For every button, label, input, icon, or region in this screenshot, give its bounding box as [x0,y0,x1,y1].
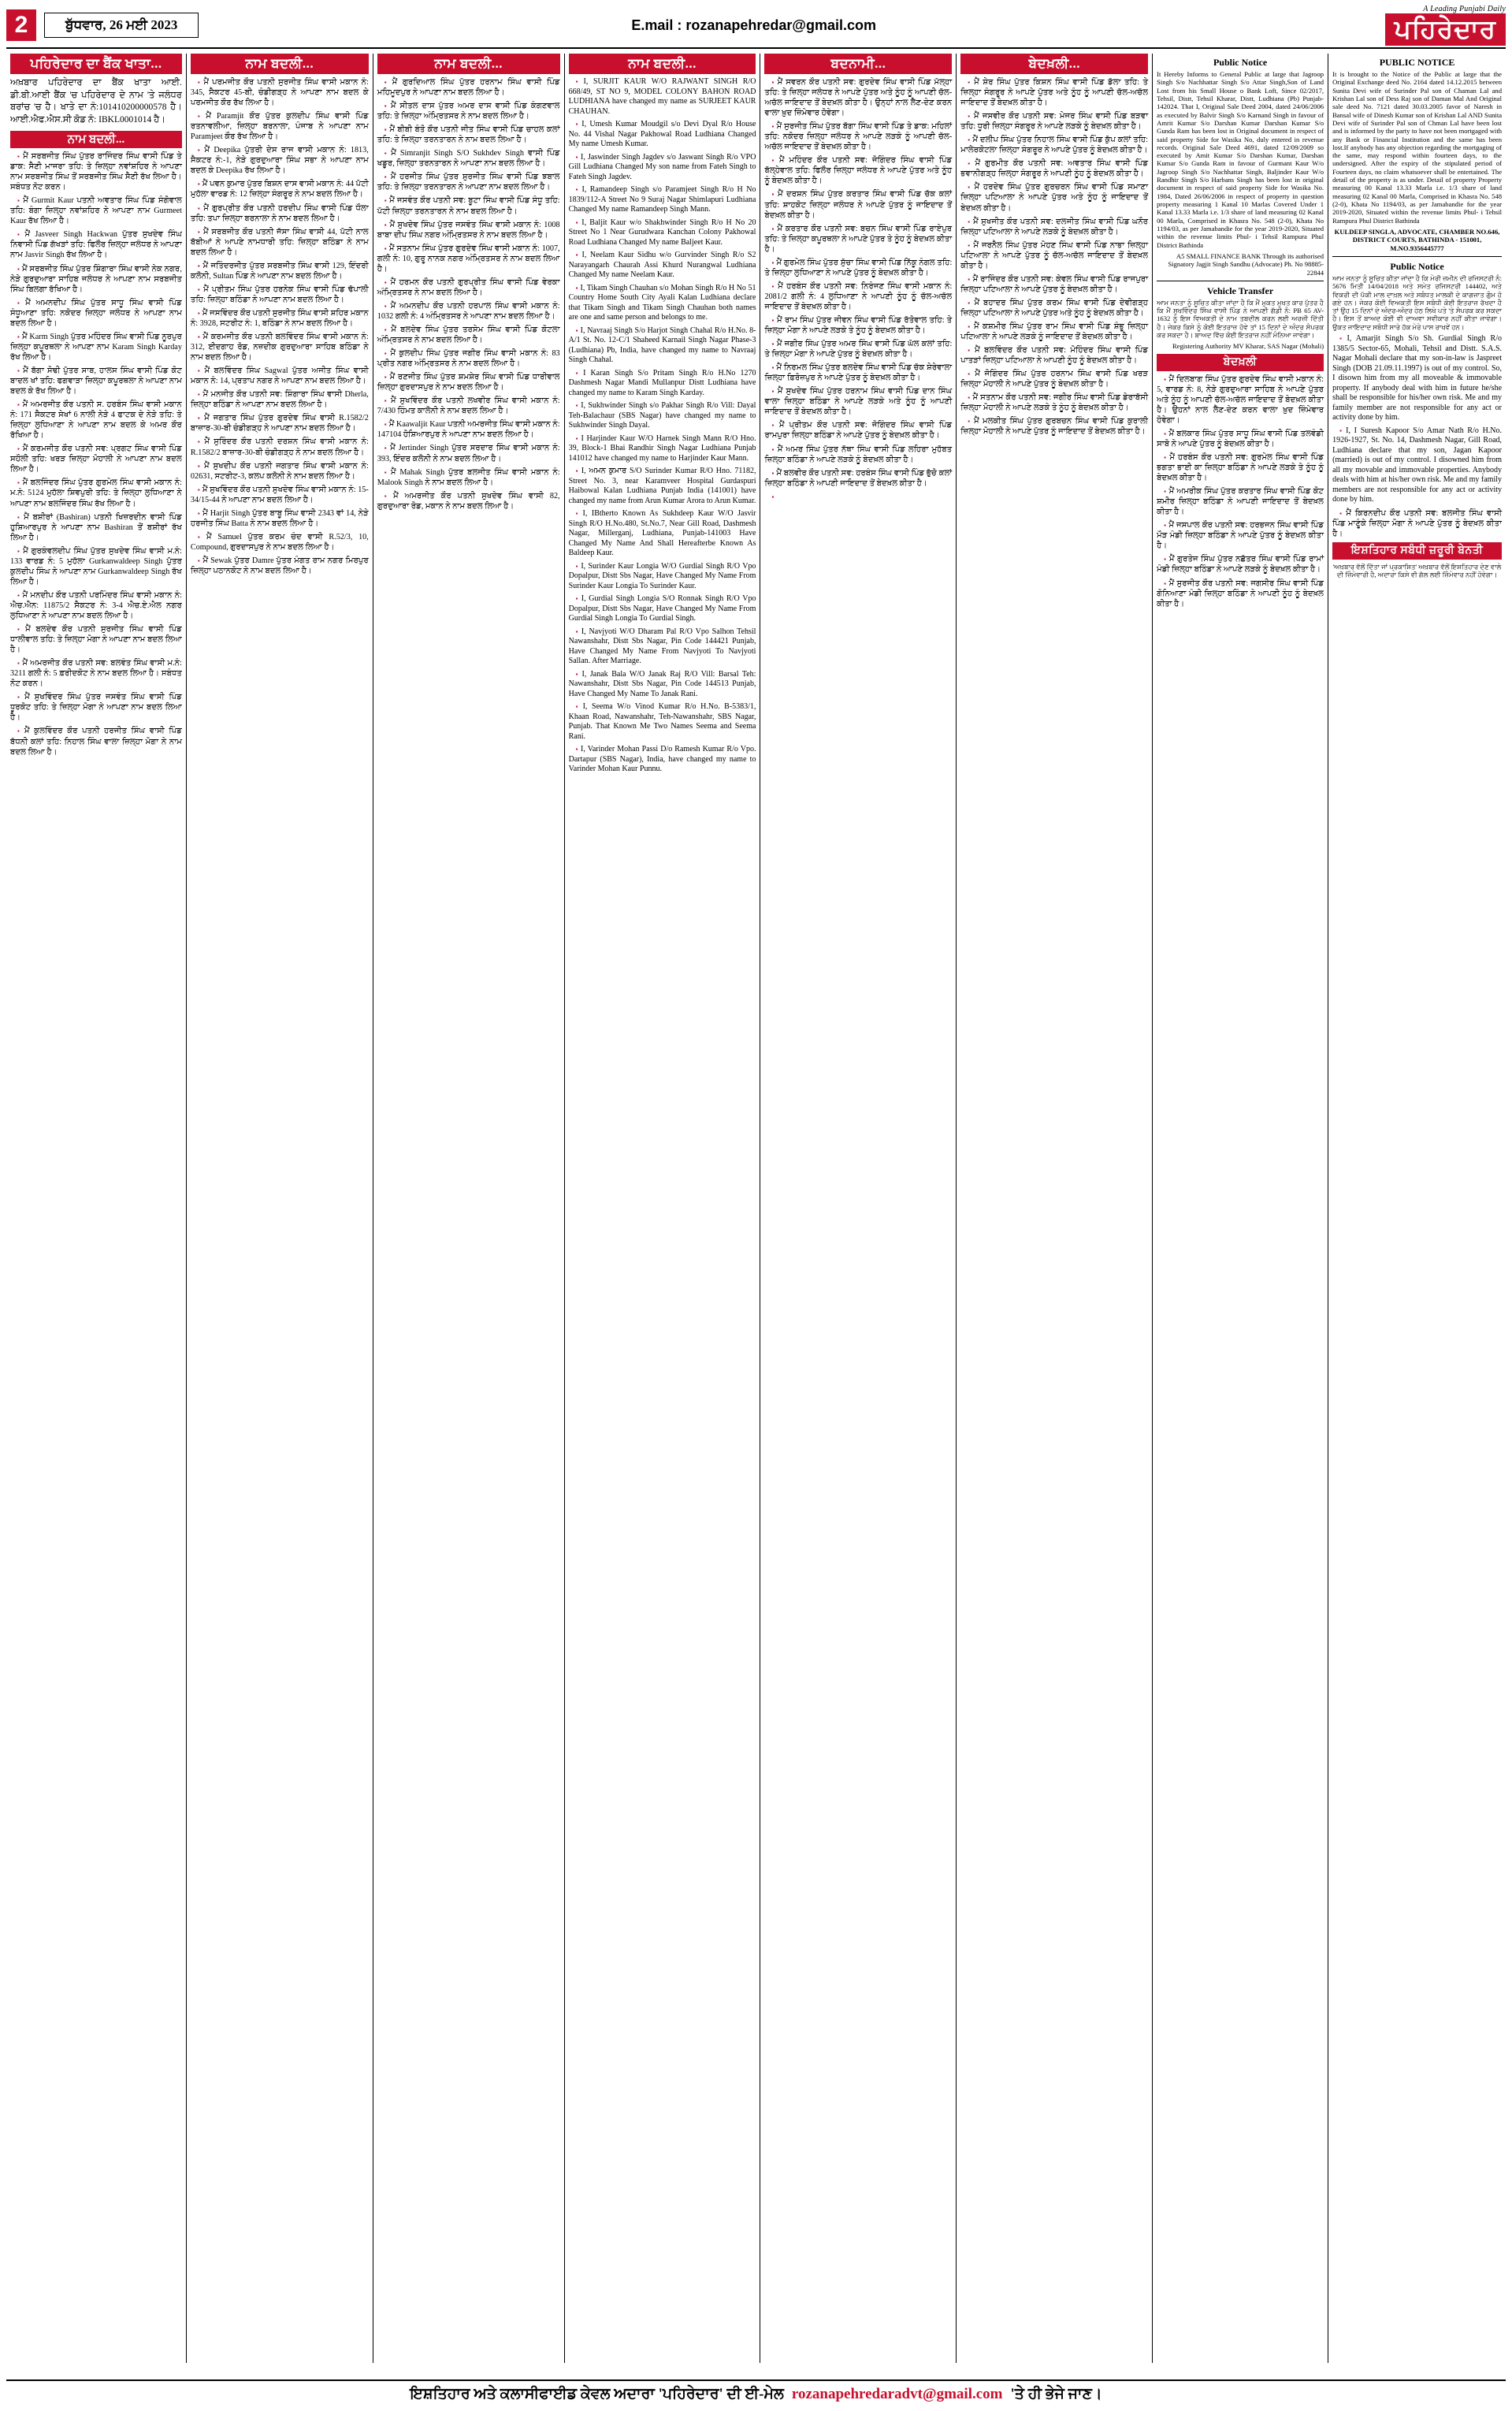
logo-name: ਪਹਿਰੇਦਾਰ [1385,13,1506,46]
notice-item: ▪ ਮੈਂ ਨਿਰਮਲ ਸਿੰਘ ਪੁੱਤਰ ਬਲਦੇਵ ਸਿੰਘ ਵਾਸੀ ਪਿੰਡ ਚੱਕ ਸ਼ੇਰੇਵਾਲਾ ਜ਼ਿਲ੍ਹਾ ਫ਼ਿਰੋਜ਼ਪੁਰ ਨੇ ਆਪਣੇ ਪੁੱਤਰ ਨੂੰ ਬੇਦਖ਼ਲ ਕੀਤਾ ਹੈ। [764,363,952,383]
notice-item: ▪ ਮੈਂ ਜਸਵਿੰਦਰ ਕੌਰ ਪਤਨੀ ਸੁਰਜੀਤ ਸਿੰਘ ਵਾਸੀ ਸ਼ਹਿਰ ਮਕਾਨ ਨੰ: 3928, ਸਟਰੀਟ ਨੰ: 1, ਬਠਿੰਡਾ ਨੇ ਨਾਮ ਬਦਲ ਲਿਆ ਹੈ। [191,308,369,329]
notice-item: ▪ ਮੈਂ ਕਰਮਜੀਤ ਕੌਰ ਪਤਨੀ ਬਲਵਿੰਦਰ ਸਿੰਘ ਵਾਸੀ ਮਕਾਨ ਨੰ: 312, ਈਦਗਾਹ ਰੋਡ, ਨਜ਼ਦੀਕ ਗੁਰਦੁਆਰਾ ਸਾਹਿਬ ਬਠਿੰਡਾ ਨੇ ਨਾਮ ਬਦਲ ਲਿਆ ਹੈ। [191,332,369,363]
footer-prefix: ਇਸ਼ਤਿਹਾਰ ਅਤੇ ਕਲਾਸੀਫਾਈਡ ਕੇਵਲ ਅਦਾਰਾ 'ਪਹਿਰੇਦਾਰ' ਦੀ ਈ-ਮੇਲ [410,2386,784,2402]
disinheritance-banner-col7: ਬੇਦਖ਼ਲੀ [1157,354,1324,371]
notice-item [764,492,952,502]
notice-item: ▪ ਮੈਂ Harjit Singh ਪੁੱਤਰ ਬਾਬੂ ਸਿੰਘ ਵਾਸੀ 2343 ਵਾਂ 14, ਨੇੜੇ ਹਰਜੀਤ ਸਿੰਘ Batta ਨੇ ਨਾਮ ਬਦਲ ਲਿਆ ਹੈ। [191,508,369,529]
disinheritance-banner: ਬੇਦਖ਼ਲੀ... [960,54,1148,74]
notice-item: ▪ ਮੈਂ ਗੁਰਦਿਆਲ ਸਿੰਘ ਪੁੱਤਰ ਹਰਨਾਮ ਸਿੰਘ ਵਾਸੀ ਪਿੰਡ ਮਹਿਮੂਦਪੁਰ ਨੇ ਆਪਣਾ ਨਾਮ ਬਦਲ ਲਿਆ ਹੈ। [377,77,560,98]
notice-item: ▪ ਮੈਂ ਰਣਜੀਤ ਸਿੰਘ ਪੁੱਤਰ ਸ਼ਮਸ਼ੇਰ ਸਿੰਘ ਵਾਸੀ ਪਿੰਡ ਧਾਰੀਵਾਲ ਜ਼ਿਲ੍ਹਾ ਗੁਰਦਾਸਪੁਰ ਨੇ ਨਾਮ ਬਦਲ ਲਿਆ ਹੈ। [377,372,560,393]
logo-tagline: A Leading Punjabi Daily [1423,5,1506,13]
notice-item: ▪ ਮੈਂ ਗੁਰਮੀਤ ਕੌਰ ਪਤਨੀ ਸਵ: ਅਵਤਾਰ ਸਿੰਘ ਵਾਸੀ ਪਿੰਡ ਭਵਾਨੀਗੜ੍ਹ ਜ਼ਿਲ੍ਹਾ ਸੰਗਰੂਰ ਨੇ ਆਪਣੀ ਨੂੰਹ ਨੂੰ ਬੇਦਖ਼ਲ ਕੀਤਾ ਹੈ। [960,158,1148,179]
column-7 [1153,54,1328,2363]
notice-item: ▪ ਮੈਂ Paramjit ਕੌਰ ਪੁੱਤਰ ਕੁਲਦੀਪ ਸਿੰਘ ਵਾਸੀ ਪਿੰਡ ਰਤਨਾਵਲੀਆ, ਜ਼ਿਲ੍ਹਾ ਬਰਨਾਲਾ, ਪੰਜਾਬ ਨੇ ਆਪਣਾ ਨਾਮ Paramjeet ਕੌਰ ਰੱਖ ਲਿਆ ਹੈ। [191,111,369,142]
notice-item: ▪ ਮੈਂ ਸੀਤਲ ਦਾਸ ਪੁੱਤਰ ਅਮਰ ਦਾਸ ਵਾਸੀ ਪਿੰਡ ਕੰਗਣਵਾਲ ਤਹਿ: ਤੇ ਜ਼ਿਲ੍ਹਾ ਅੰਮ੍ਰਿਤਸਰ ਨੇ ਨਾਮ ਬਦਲ ਲਿਆ ਹੈ। [377,101,560,121]
bank-account-text: ਅਖ਼ਬਾਰ ਪਹਿਰੇਦਾਰ ਦਾ ਬੈਂਕ ਖਾਤਾ ਆਈ. ਡੀ.ਬੀ.ਆਈ ਬੈਂਕ 'ਚ ਪਹਿਰੇਦਾਰ ਦੇ ਨਾਮ 'ਤੇ ਜਲੰਧਰ ਬਰਾਂਚ 'ਚ ਹੈ। ਖਾਤੇ ਦਾ ਨੰ:101410200000578 ਹੈ। ਆਈ.ਐਫ.ਐਸ.ਸੀ ਕੋਡ ਨੰ: IBKL0001014 ਹੈ। [10,78,182,125]
notice-item: ▪ ਮੈਂ ਸਰਬਜੀਤ ਕੌਰ ਪਤਨੀ ਜੱਸਾ ਸਿੰਘ ਵਾਸੀ 44, ਪੱਟੀ ਨਾਲ ਬੱਬੀਆਂ ਨੇ ਆਪਣੇ ਨਾਮਧਾਰੀ ਤਹਿ: ਜ਼ਿਲ੍ਹਾ ਬਠਿੰਡਾ ਨੇ ਨਾਮ ਬਦਲ ਲਿਆ ਹੈ। [191,227,369,258]
notice-item: ▪ ਮੈਂ ਗੁਰਮੇਲ ਸਿੰਘ ਪੁੱਤਰ ਸੁੱਚਾ ਸਿੰਘ ਵਾਸੀ ਪਿੰਡ ਨਿੱਕੂ ਨੰਗਲ ਤਹਿ: ਤੇ ਜ਼ਿਲ੍ਹਾ ਲੁਧਿਆਣਾ ਨੇ ਆਪਣੇ ਪੁੱਤਰ ਨੂੰ ਬੇਦਖ਼ਲ ਕੀਤਾ ਹੈ। [764,258,952,278]
notice-item: ▪ ਮੈਂ ਸ਼ੇਰ ਸਿੰਘ ਪੁੱਤਰ ਕਿਸ਼ਨ ਸਿੰਘ ਵਾਸੀ ਪਿੰਡ ਡੱਲਾ ਤਹਿ: ਤੇ ਜ਼ਿਲ੍ਹਾ ਸੰਗਰੂਰ ਨੇ ਆਪਣੇ ਪੁੱਤਰ ਅਤੇ ਨੂੰਹ ਨੂੰ ਆਪਣੀ ਚੱਲ-ਅਚੱਲ ਜਾਇਦਾਦ ਤੋਂ ਬੇਦਖ਼ਲ ਕੀਤਾ ਹੈ। [960,77,1148,108]
notice-item: ▪ ਮੈਂ Gurmit Kaur ਪਤਨੀ ਅਵਤਾਰ ਸਿੰਘ ਪਿੰਡ ਸੰਗੋਵਾਲ ਤਹਿ: ਬੰਗਾ ਜ਼ਿਲ੍ਹਾ ਨਵਾਂਸ਼ਹਿਰ ਨੇ ਆਪਣਾ ਨਾਮ Gurmeet Kaur ਰੱਖ ਲਿਆ ਹੈ। [10,195,182,226]
notice-item: ▪ ਮੈਂ ਕੁਲਦੀਪ ਸਿੰਘ ਪੁੱਤਰ ਜਗੀਰ ਸਿੰਘ ਵਾਸੀ ਮਕਾਨ ਨੰ: 83 ਪ੍ਰੀਤ ਨਗਰ ਅੰਮ੍ਰਿਤਸਰ ਨੇ ਨਾਮ ਬਦਲ ਲਿਆ ਹੈ। [377,348,560,369]
column-2 [187,54,373,2363]
notice-item: ▪ ਮੈਂ Sewak ਪੁੱਤਰ Damre ਪੁੱਤਰ ਮੰਗਤ ਰਾਮ ਨਗਰ ਮਿਰਪੁਰ ਜ਼ਿਲ੍ਹਾ ਪਠਾਨਕੋਟ ਨੇ ਨਾਮ ਬਦਲ ਲਿਆ ਹੈ। [191,556,369,576]
footer-email[interactable]: rozanapehredaradvt@gmail.com [791,2386,1003,2402]
notice-item: ▪ ਮੈਂ ਰਾਮ ਸਿੰਘ ਪੁੱਤਰ ਜੀਵਨ ਸਿੰਘ ਵਾਸੀ ਪਿੰਡ ਰੱਤੋਵਾਲ ਤਹਿ: ਤੇ ਜ਼ਿਲ੍ਹਾ ਮੋਗਾ ਨੇ ਆਪਣੇ ਲੜਕੇ ਤੇ ਨੂੰਹ ਨੂੰ ਬੇਦਖ਼ਲ ਕੀਤਾ ਹੈ। [764,315,952,336]
notice-item: ▪ ਮੈਂ ਸੁਖਵਿੰਦਰ ਕੌਰ ਪਤਨੀ ਲਖਵੀਰ ਸਿੰਘ ਵਾਸੀ ਮਕਾਨ ਨੰ: 7/430 ਹਿੰਮਤ ਕਾਲੋਨੀ ਨੇ ਨਾਮ ਬਦਲ ਲਿਆ ਹੈ। [377,396,560,416]
notice-item: ▪ I, Varinder Mohan Passi D/o Ramesh Kumar R/o Vpo. Dartapur (SBS Nagar), India, have changed my name to Varinder Mohan Kaur Punnu. [569,745,756,775]
column-8 [1328,54,1506,2363]
notice-item: ▪ ਮੈਂ ਸੁਖਦੀਪ ਕੌਰ ਪਤਨੀ ਜਗਤਾਰ ਸਿੰਘ ਵਾਸੀ ਮਕਾਨ ਨੰ: 02631, ਸਟਰੀਟ-3, ਕਲਪ ਕਲੋਨੀ ਨੇ ਨਾਮ ਬਦਲ ਲਿਆ ਹੈ। [191,461,369,482]
notice-item: ▪ ਮੈਂ ਦਰਸ਼ਨ ਸਿੰਘ ਪੁੱਤਰ ਕਰਤਾਰ ਸਿੰਘ ਵਾਸੀ ਪਿੰਡ ਚੱਕ ਕਲਾਂ ਤਹਿ: ਸ਼ਾਹਕੋਟ ਜ਼ਿਲ੍ਹਾ ਜਲੰਧਰ ਨੇ ਆਪਣੇ ਪੁੱਤਰ ਨੂੰ ਜਾਇਦਾਦ ਤੋਂ ਬੇਦਖ਼ਲ ਕੀਤਾ ਹੈ। [764,189,952,220]
notice-item: ▪ ਮੈਂ ਸੁਰਜੀਤ ਸਿੰਘ ਪੁੱਤਰ ਬੱਗਾ ਸਿੰਘ ਵਾਸੀ ਪਿੰਡ ਤੇ ਡਾਕ: ਮਹਿਲਾਂ ਤਹਿ: ਨਕੋਦਰ ਜ਼ਿਲ੍ਹਾ ਜਲੰਧਰ ਨੇ ਆਪਣੇ ਲੜਕੇ ਨੂੰ ਆਪਣੀ ਚੱਲ-ਅਚੱਲ ਜਾਇਦਾਦ ਤੋਂ ਬੇਦਖ਼ਲ ਕੀਤਾ ਹੈ। [764,121,952,152]
notice-item: ▪ ਮੈਂ ਸੁਖਜੀਤ ਕੌਰ ਪਤਨੀ ਸਵ: ਦਲਜੀਤ ਸਿੰਘ ਵਾਸੀ ਪਿੰਡ ਘਨੌਰ ਜ਼ਿਲ੍ਹਾ ਪਟਿਆਲਾ ਨੇ ਆਪਣੇ ਲੜਕੇ ਨੂੰ ਬੇਦਖ਼ਲ ਕੀਤਾ ਹੈ। [960,217,1148,237]
notice-item: ▪ ਮੈਂ ਹਰਮਨ ਕੌਰ ਪਤਨੀ ਗੁਰਪ੍ਰੀਤ ਸਿੰਘ ਵਾਸੀ ਪਿੰਡ ਵੇਰਕਾ ਅੰਮ੍ਰਿਤਸਰ ਨੇ ਨਾਮ ਬਦਲ ਲਿਆ ਹੈ। [377,277,560,298]
notice-item: ▪ ਮੈਂ ਜਸਵੰਤ ਕੌਰ ਪਤਨੀ ਸਵ: ਬੂਟਾ ਸਿੰਘ ਵਾਸੀ ਪਿੰਡ ਸੰਧੂ ਤਹਿ: ਪੱਟੀ ਜ਼ਿਲ੍ਹਾ ਤਰਨਤਾਰਨ ਨੇ ਨਾਮ ਬਦਲ ਲਿਆ ਹੈ। [377,195,560,216]
footer-bar [6,2379,1506,2408]
notice-item: ▪ ਮੈਂ ਜੋਗਿੰਦਰ ਸਿੰਘ ਪੁੱਤਰ ਹਰਨਾਮ ਸਿੰਘ ਵਾਸੀ ਪਿੰਡ ਖਰੜ ਜ਼ਿਲ੍ਹਾ ਮੋਹਾਲੀ ਨੇ ਆਪਣੇ ਪੁੱਤਰ ਨੂੰ ਬੇਦਖ਼ਲ ਕੀਤਾ ਹੈ। [960,369,1148,389]
name-change-banner-1: ਨਾਮ ਬਦਲੀ... [10,131,182,148]
notice-item: ▪ ਮੈਂ ਕੁਲਵਿੰਦਰ ਕੌਰ ਪਤਨੀ ਹਰਜੀਤ ਸਿੰਘ ਵਾਸੀ ਪਿੰਡ ਬੱਧਨੀ ਕਲਾਂ ਤਹਿ: ਨਿਹਾਲ ਸਿੰਘ ਵਾਲਾ ਜ਼ਿਲ੍ਹਾ ਮੋਗਾ ਨੇ ਨਾਮ ਬਦਲ ਲਿਆ ਹੈ। [10,726,182,757]
masthead [6,5,1506,49]
notice-item: ▪ ਮੈਂ ਸੁਖਵਿੰਦਰ ਕੌਰ ਪਤਨੀ ਸੁਖਦੇਵ ਸਿੰਘ ਵਾਸੀ ਮਕਾਨ ਨੰ: 15-34/15-44 ਨੇ ਆਪਣਾ ਨਾਮ ਬਦਲ ਲਿਆ ਹੈ। [191,485,369,505]
advert-notice-text: 'ਅਖ਼ਬਾਰ ਵੱਲੋਂ ਦਿੱਤਾ ਜਾਂ ਪ੍ਰਕਾਸ਼ਿਤ' ਅਖ਼ਬਾਰ ਵੱਲੋਂ ਇਸ਼ਤਿਹਾਰ ਦੇਣ ਵਾਲੇ ਦੀ ਜ਼ਿੰਮੇਵਾਰੀ ਹੈ, ਅਦਾਰਾ ਕਿਸੇ ਵੀ ਗੱਲ ਲਈ ਜ਼ਿੰਮੇਵਾਰ ਨਹੀਂ ਹੋਵੇਗਾ। [1332,562,1502,579]
notice-item: ▪ I, SURJIT KAUR W/O RAJWANT SINGH R/O 668/49, ST NO 9, MODEL COLONY BAHON ROAD LUDHIANA have changed my name as SURJEET KAUR CHAUHAN. [569,77,756,117]
notice-item: ▪ ਮੈਂ ਸੁਰਿੰਦਰ ਕੌਰ ਪਤਨੀ ਦਰਸ਼ਨ ਸਿੰਘ ਵਾਸੀ ਮਕਾਨ ਨੰ: R.1582/2 ਬਾਜ਼ਾਰ-30-ਬੀ ਚੰਡੀਗੜ੍ਹ ਨੇ ਨਾਮ ਬਦਲ ਲਿਆ ਹੈ। [191,437,369,457]
divider [1332,256,1502,257]
notice-item: ▪ I, Amarjit Singh S/o Sh. Gurdial Singh R/o 1385/5 Sector-65, Mohali, Tehsil and Distt. S.A.S. Nagar Mohali declare that my son-in-law is Jaspreet Singh (DOB 21.09.11.1997) is out of my control. So, I disown him from my all moveable & immovable property. If anybody deal with him in future he/she shall be responsible for his/her own risk. Me and my family member are not responsible for any act or activity done by him. [1332,334,1502,423]
notice-item: ▪ ਮੈਂ ਹਰਦੇਵ ਸਿੰਘ ਪੁੱਤਰ ਗੁਰਚਰਨ ਸਿੰਘ ਵਾਸੀ ਪਿੰਡ ਸਮਾਣਾ ਜ਼ਿਲ੍ਹਾ ਪਟਿਆਲਾ ਨੇ ਆਪਣੇ ਪੁੱਤਰ ਅਤੇ ਨੂੰਹ ਨੂੰ ਜਾਇਦਾਦ ਤੋਂ ਬੇਦਖ਼ਲ ਕੀਤਾ ਹੈ। [960,182,1148,213]
notice-item: ▪ I, Surinder Kaur Longia W/O Gurdial Singh R/O Vpo Dopalpur, Distt Sbs Nagar, Have Changed My Name From Surinder Kaur Longia To Surinder Kaur. [569,562,756,592]
public-notice-title-2: PUBLIC NOTICE [1379,57,1455,68]
column-5 [760,54,957,2363]
notice-item: ▪ ਮੈਂ ਦਲੀਪ ਸਿੰਘ ਪੁੱਤਰ ਨਿਹਾਲ ਸਿੰਘ ਵਾਸੀ ਪਿੰਡ ਕੁੱਪ ਕਲਾਂ ਤਹਿ: ਮਾਲੇਰਕੋਟਲਾ ਜ਼ਿਲ੍ਹਾ ਸੰਗਰੂਰ ਨੇ ਆਪਣੇ ਪੁੱਤਰ ਨੂੰ ਬੇਦਖ਼ਲ ਕੀਤਾ ਹੈ। [960,135,1148,155]
public-notice-body-3: ਆਮ ਜਨਤਾ ਨੂੰ ਸੂਚਿਤ ਕੀਤਾ ਜਾਂਦਾ ਹੈ ਕਿ ਮੇਰੀ ਜ਼ਮੀਨ ਦੀ ਰਜਿਸਟਰੀ ਨੰ: 5676 ਮਿਤੀ 14/04/2018 ਅਤੇ ਸਮੇਤ ਰਜਿਸਟਰੀ 144402, ਅਤੇ ਵਿਕਰੀ ਦੀ ਪੱਕੀ ਮਾਲ ਦਾਖ਼ਲ ਅਤੇ ਸਬੰਧਤ ਮਾਲਕੀ ਦੇ ਕਾਗਜ਼ਾਤ ਗੁੰਮ ਹੋ ਗਏ ਹਨ। ਜੇਕਰ ਕੋਈ ਵਿਅਕਤੀ ਇਸ ਸਬੰਧੀ ਕੋਈ ਇਤਰਾਜ਼ ਰੱਖਦਾ ਹੈ ਤਾਂ ਉਹ 15 ਦਿਨਾਂ ਦੇ ਅੰਦਰ-ਅੰਦਰ ਹੇਠ ਲਿਖੇ ਪਤੇ 'ਤੇ ਸੰਪਰਕ ਕਰ ਸਕਦਾ ਹੈ। ਇਸ ਤੋਂ ਬਾਅਦ ਕੋਈ ਵੀ ਦਾਅਵਾ ਸਵੀਕਾਰ ਨਹੀਂ ਕੀਤਾ ਜਾਵੇਗਾ। ਉਕਤ ਜਾਇਦਾਦ ਸਬੰਧੀ ਸਾਰੇ ਹੱਕ ਮੇਰੇ ਪਾਸ ਰਾਖਵੇਂ ਹਨ। [1332,273,1503,331]
notice-item: ▪ I, IBtherto Known As Sukhdeep Kaur W/O Jasvir Singh R/O H.No.480, St.No.7, Near Gill Road, Dashmesh Nagar, Millerganj, Ludhiana, Punjab-141003 Have Changed My Name And Shall Hereafterbe Known As Baldeep Kaur. [569,509,756,559]
notice-item: ▪ I, Baljit Kaur w/o Shakhwinder Singh R/o H No 20 Street No 1 Near Gurudwara Kanchan Colony Pakhowal Road Ludhiana Changed My name Baljeet Kaur. [569,218,756,248]
notice-item: ▪ ਮੈਂ ਸੁਖਦੇਵ ਸਿੰਘ ਪੁੱਤਰ ਹਰਨਾਮ ਸਿੰਘ ਵਾਸੀ ਪਿੰਡ ਦਾਨ ਸਿੰਘ ਵਾਲਾ ਜ਼ਿਲ੍ਹਾ ਬਠਿੰਡਾ ਨੇ ਆਪਣੇ ਲੜਕੇ ਅਤੇ ਨੂੰਹ ਨੂੰ ਆਪਣੀ ਜਾਇਦਾਦ ਤੋਂ ਬੇਦਖ਼ਲ ਕੀਤਾ ਹੈ। [764,386,952,417]
notice-item: ▪ ਮੈਂ ਹਰਬੰਸ ਕੌਰ ਪਤਨੀ ਸਵ: ਨਿਰੰਜਣ ਸਿੰਘ ਵਾਸੀ ਮਕਾਨ ਨੰ: 2081/2 ਗਲੀ ਨੰ: 4 ਲੁਧਿਆਣਾ ਨੇ ਆਪਣੀ ਨੂੰਹ ਨੂੰ ਚੱਲ-ਅਚੱਲ ਜਾਇਦਾਦ ਤੋਂ ਬੇਦਖ਼ਲ ਕੀਤਾ ਹੈ। [764,281,952,312]
defamation-banner: ਬਦਨਾਮੀ... [764,54,952,74]
notice-item: ▪ ਮੈਂ ਸਵਰਨ ਕੌਰ ਪਤਨੀ ਸਵ: ਗੁਰਦੇਵ ਸਿੰਘ ਵਾਸੀ ਪਿੰਡ ਮੱਲ੍ਹਾ ਤਹਿ: ਤੇ ਜ਼ਿਲ੍ਹਾ ਜਲੰਧਰ ਨੇ ਆਪਣੇ ਪੁੱਤਰ ਅਤੇ ਨੂੰਹ ਨੂੰ ਆਪਣੀ ਚੱਲ-ਅਚੱਲ ਜਾਇਦਾਦ ਤੋਂ ਬੇਦਖ਼ਲ ਕੀਤਾ ਹੈ। ਉਨ੍ਹਾਂ ਨਾਲ ਲੈਣ-ਦੇਣ ਕਰਨ ਵਾਲਾ ਖ਼ੁਦ ਜ਼ਿੰਮੇਵਾਰ ਹੋਵੇਗਾ। [764,77,952,118]
notice-item: ▪ ਮੈਂ ਅਮਰਜੀਤ ਕੌਰ ਪਤਨੀ ਸਵ: ਬਲਵੰਤ ਸਿੰਘ ਵਾਸੀ ਮ.ਨੰ: 3211 ਗਲੀ ਨੰ: 5 ਫ਼ਰੀਦਕੋਟ ਨੇ ਨਾਮ ਬਦਲ ਲਿਆ ਹੈ। ਸਬੰਧਤ ਨੋਟ ਕਰਨ। [10,658,182,689]
bank-account-banner: ਪਹਿਰੇਦਾਰ ਦਾ ਬੈਂਕ ਖਾਤਾ... [10,54,182,74]
notice-item: ▪ ਮੈਂ ਕਿਰਨਦੀਪ ਕੌਰ ਪਤਨੀ ਸਵ: ਬਲਜੀਤ ਸਿੰਘ ਵਾਸੀ ਪਿੰਡ ਮਾਣੂੰਕੇ ਜ਼ਿਲ੍ਹਾ ਮੋਗਾ ਨੇ ਆਪਣੇ ਪੁੱਤਰ ਨੂੰ ਬੇਦਖ਼ਲ ਕੀਤਾ ਹੈ। [1332,508,1502,539]
notice-item: ▪ I, Ramandeep Singh s/o Paramjeet Singh R/o H No 1839/112-A Street No 9 Suraj Nagar Shimlapuri Ludhiana Changed My name Ramandeep Singh Mann. [569,185,756,215]
notice-item: ▪ ਮੈਂ ਰਾਜਿੰਦਰ ਕੌਰ ਪਤਨੀ ਸਵ: ਕੇਵਲ ਸਿੰਘ ਵਾਸੀ ਪਿੰਡ ਰਾਜਪੁਰਾ ਜ਼ਿਲ੍ਹਾ ਪਟਿਆਲਾ ਨੇ ਆਪਣੇ ਪੁੱਤਰ ਨੂੰ ਬੇਦਖ਼ਲ ਕੀਤਾ ਹੈ। [960,274,1148,295]
public-notice-body: It Hereby Informs to General Public at large that Jagroop Singh S/o Nachhattar Singh S/o Attar Singh,Son of Land Lost from his Small House o Bank Loft, Since 02/2017, Tehsil, Distt, Tehsil Kharar, Distt, Ludhiana (Pb) Punjab-142024. That I, Original Sale Deed 2004, dated 24/06/2006 as executed by Balvir Singh S/o Karnand Singh in favour of Amrit Kumar S/o Darshan Kumar Darshan Kumar S/o Gunda Ram has been lost in Original document in respect of said property Side for Wasika No, duly entered in revenue records. Original Sale Deed 4691, dated 12/09/2009 so executed by Amit Kumar S/o Darshan Kumar, Darshan Kumar S/o Gunda Ram in favour of Gurmant Kaur W/o Jagroop Singh S/o Nachhattar Singh, Baljinder Kaur W/o Randhir Singh S/o Harbans Singh has been lost in original document in respect of said property Side for Wasika No. 1984, Dated 26/06/2006 in respect of property in question property measuring 1 Kanal 10 Marlas Covered Under 1 Kanal 13.33 Marla i.e. 1/3 share of land measuring 02 Kanal 00 Marla, Comprised in Khasra No. 548 (2-0), Khata No 1194/03, as per Jamabandie for the year 2019-2020, Situated within the revenue limits Phul- i Tehsil Rampura Phul District Bathinda [1157,70,1324,249]
notice-item: ▪ ਮੈਂ ਅਮਰ ਸਿੰਘ ਪੁੱਤਰ ਨੱਥਾ ਸਿੰਘ ਵਾਸੀ ਪਿੰਡ ਲਹਿਰਾ ਮੁਹੱਬਤ ਜ਼ਿਲ੍ਹਾ ਬਠਿੰਡਾ ਨੇ ਆਪਣੇ ਲੜਕੇ ਨੂੰ ਬੇਦਖ਼ਲ ਕੀਤਾ ਹੈ। [764,445,952,465]
notice-item: ▪ ਮੈਂ ਬਲਦੇਵ ਸਿੰਘ ਪੁੱਤਰ ਤਰਸੇਮ ਸਿੰਘ ਵਾਸੀ ਪਿੰਡ ਕੋਟਲਾ ਅੰਮ੍ਰਿਤਸਰ ਨੇ ਨਾਮ ਬਦਲ ਲਿਆ ਹੈ। [377,325,560,345]
notice-item: ▪ ਮੈਂ ਕਰਮਜੀਤ ਕੌਰ ਪਤਨੀ ਸਵ: ਪ੍ਰਗਟ ਸਿੰਘ ਵਾਸੀ ਪਿੰਡ ਸਹੌਲੀ ਤਹਿ: ਖਰੜ ਜ਼ਿਲ੍ਹਾ ਮੋਹਾਲੀ ਨੇ ਆਪਣਾ ਨਾਮ ਬਦਲ ਲਿਆ ਹੈ। [10,444,182,474]
notice-item: ▪ ਮੈਂ Simranjit Singh S/O Sukhdev Singh ਵਾਸੀ ਪਿੰਡ ਖਡੂਰ, ਜ਼ਿਲ੍ਹਾ ਤਰਨਤਾਰਨ ਨੇ ਆਪਣਾ ਨਾਮ ਬਦਲ ਲਿਆ ਹੈ। [377,148,560,169]
publication-date: ਬੁੱਧਵਾਰ, 26 ਮਈ 2023 [44,13,199,38]
notice-item: ▪ ਮੈਂ Samuel ਪੁੱਤਰ ਕਰਮ ਚੰਦ ਵਾਸੀ R.52/3, 10, Compound, ਗੁਰਦਾਸਪੁਰ ਨੇ ਨਾਮ ਬਦਲ ਲਿਆ ਹੈ। [191,532,369,553]
notice-item: ▪ ਮੈਂ ਹਰਬੰਸ ਕੌਰ ਪਤਨੀ ਸਵ: ਗੁਰਮੇਲ ਸਿੰਘ ਵਾਸੀ ਪਿੰਡ ਭਗਤਾ ਭਾਈ ਕਾ ਜ਼ਿਲ੍ਹਾ ਬਠਿੰਡਾ ਨੇ ਆਪਣੇ ਲੜਕੇ ਤੇ ਨੂੰਹ ਨੂੰ ਬੇਦਖ਼ਲ ਕੀਤਾ ਹੈ। [1157,452,1324,483]
notice-item: ▪ ਮੈਂ ਜਗਤਾਰ ਸਿੰਘ ਪੁੱਤਰ ਗੁਰਦੇਵ ਸਿੰਘ ਵਾਸੀ R.1582/2 ਬਾਜ਼ਾਰ-30-ਬੀ ਚੰਡੀਗੜ੍ਹ ਨੇ ਆਪਣਾ ਨਾਮ ਬਦਲ ਲਿਆ ਹੈ। [191,413,369,433]
notice-item: ▪ ਮੈਂ ਅਮਨਦੀਪ ਕੌਰ ਪਤਨੀ ਹਰਪਾਲ ਸਿੰਘ ਵਾਸੀ ਮਕਾਨ ਨੰ: 1032 ਗਲੀ ਨੰ: 4 ਅੰਮ੍ਰਿਤਸਰ ਨੇ ਆਪਣਾ ਨਾਮ ਬਦਲ ਲਿਆ ਹੈ। [377,301,560,322]
notice-item: ▪ I, Tikam Singh Chauhan s/o Mohan Singh R/o H No 51 Country Home South City Ayali Kalan Ludhiana declare that Tikam Singh and Tikam Singh Chauhan both names are one and same person and belongs to me. [569,284,756,323]
notice-item: ▪ I, Navjyoti W/O Dharam Pal R/O Vpo Salhon Tehsil Nawanshahr, Distt Sbs Nagar, Pin Code 144421 Punjab, Have Changed My Name From Navjyoti To Navjyoti Sallan. After Marriage. [569,627,756,667]
notice-item: ▪ ਮੈਂ ਜਸਪਾਲ ਕੌਰ ਪਤਨੀ ਸਵ: ਹਰਭਜਨ ਸਿੰਘ ਵਾਸੀ ਪਿੰਡ ਮੌੜ ਮੰਡੀ ਜ਼ਿਲ੍ਹਾ ਬਠਿੰਡਾ ਨੇ ਆਪਣੇ ਪੁੱਤਰ ਨੂੰ ਬੇਦਖ਼ਲ ਕੀਤਾ ਹੈ। [1157,520,1324,551]
notice-item: ▪ ਮੈਂ ਅਮਰੀਕ ਸਿੰਘ ਪੁੱਤਰ ਕਰਤਾਰ ਸਿੰਘ ਵਾਸੀ ਪਿੰਡ ਕੋਟ ਸ਼ਮੀਰ ਜ਼ਿਲ੍ਹਾ ਬਠਿੰਡਾ ਨੇ ਆਪਣੀ ਜਾਇਦਾਦ ਤੋਂ ਬੇਦਖ਼ਲ ਕੀਤਾ ਹੈ। [1157,486,1324,517]
public-notice-body-2: It is brought to the Notice of the Public at large that the Original Exchange deed No. 2164 dated 14.12.2015 between Sunita Devi wife of Surinder Pal son of Chaman Lal and Krishan Lal son of Dess Raj son of Daman Mal And Original sale deed No. 7121 dated 30.03.2005 favor of Naresh in Bansal wife of Dinesh Kumar son of Krishan Lal AND Sunita Devi wife of Surinder Pal son of Chman Lal have been lost and is informed by the party to have not been mortgaged with any Bank or Financial Institution and the same has been lost.If anybody has any objection regarding the mortgaging of the same, may respond within fourteen days, to the undersigned. After the expiry of the stipulated period of Fourteen days, no claim whatsoever shall be entertained. The detail of the property is as under. Detail of property Property measuring 00 Kanal 13.33 Marla i.e. 1/3 share of land measuring 02 Kanal 00 Marla, Comprised in Khasra No. 548 (2-0), Khata No 1194/03, as per Jamabandie for the year 2019-2020, Situated within the revenue limits Phul- i Tehsil Rampura Phul District Bathinda [1332,70,1503,225]
notice-item: ▪ ਮੈਂ ਜਗੀਰ ਸਿੰਘ ਪੁੱਤਰ ਅਮਰ ਸਿੰਘ ਵਾਸੀ ਪਿੰਡ ਘੱਲ ਕਲਾਂ ਤਹਿ: ਤੇ ਜ਼ਿਲ੍ਹਾ ਮੋਗਾ ਨੇ ਆਪਣੇ ਪੁੱਤਰ ਨੂੰ ਬੇਦਖ਼ਲ ਕੀਤਾ ਹੈ। [764,339,952,359]
notice-item: ▪ I Karan Singh S/o Pritam Singh R/o H.No 1270 Dashmesh Nagar Mandi Mullanpur Distt Ludhiana have changed my name to Karam Singh Karday. [569,369,756,399]
notice-item: ▪ ਮੈਂ ਬਲਵੀਰ ਕੌਰ ਪਤਨੀ ਸਵ: ਹਰਬੰਸ ਸਿੰਘ ਵਾਸੀ ਪਿੰਡ ਭੁੱਚੋ ਕਲਾਂ ਜ਼ਿਲ੍ਹਾ ਬਠਿੰਡਾ ਨੇ ਆਪਣੀ ਜਾਇਦਾਦ ਤੋਂ ਬੇਦਖ਼ਲ ਕੀਤਾ ਹੈ। [764,468,952,489]
notice-item: ▪ ਮੈਂ ਬੀਬੀ ਬੰਤੋ ਕੌਰ ਪਤਨੀ ਜੀਤ ਸਿੰਘ ਵਾਸੀ ਪਿੰਡ ਚਾਹਲ ਕਲਾਂ ਤਹਿ: ਤੇ ਜ਼ਿਲ੍ਹਾ ਤਰਨਤਾਰਨ ਨੇ ਨਾਮ ਬਦਲ ਲਿਆ ਹੈ। [377,125,560,145]
column-4 [565,54,761,2363]
notice-item: ▪ I, Jaswinder Singh Jagdev s/o Jaswant Singh R/o VPO Gill Ludhiana Changed My son name from Fateh Singh to Fateh Singh Jagdev. [569,153,756,183]
notice-item: ▪ ਮੈਂ ਸਰਬਜੀਤ ਸਿੰਘ ਪੁੱਤਰ ਸ਼ਿੰਗਾਰਾ ਸਿੰਘ ਵਾਸੀ ਨੇਕ ਨਗਰ, ਨੇੜੇ ਗੁਰਦੁਆਰਾ ਸਾਹਿਬ ਜਲੰਧਰ ਨੇ ਆਪਣਾ ਨਾਮ ਸਰਬਜੀਤ ਸਿੰਘ ਬਿਲਗਾ ਰੱਖਿਆ ਹੈ। [10,264,182,295]
notice-item: ▪ ਮੈਂ ਅਮਰਜੀਤ ਕੌਰ ਪਤਨੀ ਸ. ਹਰਬੰਸ ਸਿੰਘ ਵਾਸੀ ਮਕਾਨ ਨੰ: 171 ਸੈਕਟਰ ਸੇਖਾਂ 6 ਨਾਲੀ ਨੇੜੇ 4 ਫਾਟਕ ਦੇ ਨੇੜੇ ਤਹਿ: ਤੇ ਜ਼ਿਲ੍ਹਾ ਲੁਧਿਆਣਾ ਨੇ ਆਪਣਾ ਨਾਮ ਬਦਲ ਕੇ ਅਮਰ ਕੌਰ ਰੱਖਿਆ ਹੈ। [10,400,182,441]
notice-item: ▪ I, I Suresh Kapoor S/o Amar Nath R/o H.No. 1926-1927, St. No. 14, Dashmesh Nagar, Gill Road, Ludhiana declare that my son, Jagan Kapoor (married) is out of my control. I disowned him from all my movable and immovable properties. Anybody deals with him at his/her own risk. Me and my family members are not responsible for any act or activity done by him. [1332,426,1502,505]
footer-suffix: 'ਤੇ ਹੀ ਭੇਜੇ ਜਾਣ। [1010,2386,1102,2402]
public-notice-signature-2: KULDEEP SINGLA, ADVOCATE, CHAMBER NO.646, DISTRICT COURTS, BATHINDA - 151001, M.NO.9356445777 [1334,227,1500,252]
notice-item: ▪ ਮੈਂ Deepika ਪੁੱਤਰੀ ਦੇਸ ਰਾਜ ਵਾਸੀ ਮਕਾਨ ਨੰ: 1813, ਸੈਕਟਰ ਨੰ:-1, ਨੇੜੇ ਗੁਰਦੁਆਰਾ ਸਿੰਘ ਸਭਾ ਨੇ ਆਪਣਾ ਨਾਮ ਬਦਲ ਕੇ Deepika ਰੱਖ ਲਿਆ ਹੈ। [191,145,369,176]
notice-item: ▪ ਮੈਂ ਸਤਨਾਮ ਸਿੰਘ ਪੁੱਤਰ ਗੁਰਦੇਵ ਸਿੰਘ ਵਾਸੀ ਮਕਾਨ ਨੰ: 1007, ਗਲੀ ਨੰ: 10, ਗੁਰੂ ਨਾਨਕ ਨਗਰ ਅੰਮ੍ਰਿਤਸਰ ਨੇ ਨਾਮ ਬਦਲ ਲਿਆ ਹੈ। [377,244,560,274]
column-1 [6,54,187,2363]
notice-item: ▪ ਮੈਂ ਪ੍ਰੀਤਮ ਸਿੰਘ ਪੁੱਤਰ ਹਰਨੇਕ ਸਿੰਘ ਵਾਸੀ ਪਿੰਡ ਢੱਪਾਲੀ ਤਹਿ: ਜ਼ਿਲ੍ਹਾ ਬਠਿੰਡਾ ਨੇ ਆਪਣਾ ਨਾਮ ਬਦਲ ਲਿਆ ਹੈ। [191,285,369,305]
notice-item: ▪ ਮੈਂ Jertinder Singh ਪੁੱਤਰ ਸਰਦਾਰ ਸਿੰਘ ਵਾਸੀ ਮਕਾਨ ਨੰ: 393, ਇੰਦਰ ਕਲੋਨੀ ਨੇ ਨਾਮ ਬਦਲ ਲਿਆ ਹੈ। [377,443,560,463]
notice-item: ▪ ਮੈਂ ਮਹਿੰਦਰ ਕੌਰ ਪਤਨੀ ਸਵ: ਜੋਗਿੰਦਰ ਸਿੰਘ ਵਾਸੀ ਪਿੰਡ ਬੱਲ੍ਹੇਵਾਲ ਤਹਿ: ਫਿਲੌਰ ਜ਼ਿਲ੍ਹਾ ਜਲੰਧਰ ਨੇ ਆਪਣੇ ਪੁੱਤਰ ਅਤੇ ਨੂੰਹ ਨੂੰ ਬੇਦਖ਼ਲ ਕੀਤਾ ਹੈ। [764,155,952,186]
notice-item: ▪ ਮੈਂ ਗੁਰਪ੍ਰੀਤ ਕੌਰ ਪਤਨੀ ਹਰਦੀਪ ਸਿੰਘ ਵਾਸੀ ਪਿੰਡ ਧੌਲਾ ਤਹਿ: ਤਪਾ ਜ਼ਿਲ੍ਹਾ ਬਰਨਾਲਾ ਨੇ ਨਾਮ ਬਦਲ ਲਿਆ ਹੈ। [191,203,369,224]
notice-item: ▪ I, Gurdial Singh Longia S/O Ronnak Singh R/O Vpo Dopalpur, Distt Sbs Nagar, Have Changed My Name From Gurdial Singh Longia To Gurdial Singh. [569,594,756,624]
bank-notice-signature: A5 SMALL FINANCE BANK Through its authorised Signatory Jagjit Singh Sandhu (Advocate) Ph. No 98885-22844 [1168,251,1324,277]
notice-item: ▪ ਮੈਂ ਬਲਦੇਵ ਕੌਰ ਪਤਨੀ ਸੁਰਜੀਤ ਸਿੰਘ ਵਾਸੀ ਪਿੰਡ ਧਾਲੀਵਾਲ ਤਹਿ: ਤੇ ਜ਼ਿਲ੍ਹਾ ਮੋਗਾ ਨੇ ਆਪਣਾ ਨਾਮ ਬਦਲ ਲਿਆ ਹੈ। [10,624,182,655]
notice-item: ▪ ਮੈਂ ਬਲਵਿੰਦਰ ਕੌਰ ਪਤਨੀ ਸਵ: ਮੋਹਿੰਦਰ ਸਿੰਘ ਵਾਸੀ ਪਿੰਡ ਪਾਤੜਾਂ ਜ਼ਿਲ੍ਹਾ ਪਟਿਆਲਾ ਨੇ ਆਪਣੀ ਨੂੰਹ ਨੂੰ ਬੇਦਖ਼ਲ ਕੀਤਾ ਹੈ। [960,345,1148,366]
notice-item: ▪ ਮੈਂ ਸੁਰਜੀਤ ਕੌਰ ਪਤਨੀ ਸਵ: ਜਗਸੀਰ ਸਿੰਘ ਵਾਸੀ ਪਿੰਡ ਗੋਨਿਆਣਾ ਮੰਡੀ ਜ਼ਿਲ੍ਹਾ ਬਠਿੰਡਾ ਨੇ ਆਪਣੀ ਨੂੰਹ ਨੂੰ ਬੇਦਖ਼ਲ ਕੀਤਾ ਹੈ। [1157,579,1324,609]
notice-item: ▪ I, Sukhwinder Singh s/o Pakhar Singh R/o Vill: Dayal Teh-Balachaur (SBS Nagar) have changed my name to Sukhwinder Singh Dayal. [569,401,756,431]
notice-item: ▪ I, Seema W/o Vinod Kumar R/o H.No. B-5383/1, Khaan Road, Nawanshahr, Teh-Nawanshahr, SBS Nagar, Punjab. That Known Me Two Names Seema and Seema Rani. [569,702,756,742]
column-grid [6,54,1506,2363]
notice-item: ▪ ਮੈਂ ਸੁਖਦੇਵ ਸਿੰਘ ਪੁੱਤਰ ਜਸਵੰਤ ਸਿੰਘ ਵਾਸੀ ਮਕਾਨ ਨੰ: 1008 ਬਾਬਾ ਦੀਪ ਸਿੰਘ ਨਗਰ ਅੰਮ੍ਰਿਤਸਰ ਨੇ ਨਾਮ ਬਦਲ ਲਿਆ ਹੈ। [377,220,560,240]
notice-item: ▪ ਮੈਂ ਗੁਰਤੇਜ ਸਿੰਘ ਪੁੱਤਰ ਨਛੱਤਰ ਸਿੰਘ ਵਾਸੀ ਪਿੰਡ ਰਾਮਾਂ ਮੰਡੀ ਜ਼ਿਲ੍ਹਾ ਬਠਿੰਡਾ ਨੇ ਆਪਣੇ ਲੜਕੇ ਨੂੰ ਬੇਦਖ਼ਲ ਕੀਤਾ ਹੈ। [1157,554,1324,575]
vehicle-transfer-title: Vehicle Transfer [1207,285,1274,296]
notice-item: ▪ I, Neelam Kaur Sidhu w/o Gurvinder Singh R/o S2 Narayangarh Chaurah Assi Khurd Nurangwal Ludhiana Changed My name Neelam Kaur. [569,251,756,281]
notice-item: ▪ ਮੈਂ ਗੁਰਕੰਵਲਦੀਪ ਸਿੰਘ ਪੁੱਤਰ ਸੁਖਦੇਵ ਸਿੰਘ ਵਾਸੀ ਮ.ਨੰ: 133 ਵਾਰਡ ਨੰ: 5 ਮੁਹੱਲਾ Gurkanwaldeep Singh ਪੁੱਤਰ ਕੁਲਦੀਪ ਸਿੰਘ ਨੇ ਆਪਣਾ ਨਾਮ Gurkanwaldeep Singh ਰੱਖ ਲਿਆ ਹੈ। [10,546,182,587]
vehicle-transfer-body: ਆਮ ਜਨਤਾ ਨੂੰ ਸੂਚਿਤ ਕੀਤਾ ਜਾਂਦਾ ਹੈ ਕਿ ਮੈਂ ਮੁਕਤ ਮੁਖਤ ਕਾਰ ਪੁੱਤਰ ਹੈ ਕਿ ਮੈਂ ਸੁਖਵਿੰਦਰ ਸਿੰਘ ਵਾਸੀ ਪਿੰਡ ਨੇ ਆਪਣੀ ਗੱਡੀ ਨੰ: PB 65 AV-1632 ਨੂੰ ਇਸ ਵਿਅਕਤੀ ਦੇ ਨਾਮ ਤਬਦੀਲ ਕਰਨ ਲਈ ਅਰਜ਼ੀ ਦਿੱਤੀ ਹੈ। ਜੇਕਰ ਕਿਸੇ ਨੂੰ ਕੋਈ ਇਤਰਾਜ਼ ਹੋਵੇ ਤਾਂ 15 ਦਿਨਾਂ ਦੇ ਅੰਦਰ ਸੰਪਰਕ ਕਰ ਸਕਦਾ ਹੈ। ਬਾਅਦ ਵਿੱਚ ਕੋਈ ਇਤਰਾਜ਼ ਨਹੀਂ ਮੰਨਿਆ ਜਾਵੇਗਾ। [1157,298,1324,340]
notice-item: ▪ ਮੈਂ ਕਰਤਾਰ ਕੌਰ ਪਤਨੀ ਸਵ: ਬਚਨ ਸਿੰਘ ਵਾਸੀ ਪਿੰਡ ਰਾਏਪੁਰ ਤਹਿ: ਤੇ ਜ਼ਿਲ੍ਹਾ ਕਪੂਰਥਲਾ ਨੇ ਆਪਣੇ ਪੁੱਤਰ ਤੇ ਨੂੰਹ ਨੂੰ ਬੇਦਖ਼ਲ ਕੀਤਾ ਹੈ। [764,224,952,255]
notice-item: ▪ ਮੈਂ Jasveer Singh Hackwan ਪੁੱਤਰ ਸੁਖਦੇਵ ਸਿੰਘ ਨਿਵਾਸੀ ਪਿੰਡ ਗੱਖੜਾਂ ਤਹਿ: ਫਿਲੌਰ ਜ਼ਿਲ੍ਹਾ ਜਲੰਧਰ ਨੇ ਆਪਣਾ ਨਾਮ Jasvir Singh ਰੱਖ ਲਿਆ ਹੈ। [10,229,182,260]
notice-item: ▪ ਮੈਂ ਹਰਜੀਤ ਸਿੰਘ ਪੁੱਤਰ ਸੁਰਜੀਤ ਸਿੰਘ ਵਾਸੀ ਪਿੰਡ ਝਬਾਲ ਤਹਿ: ਤੇ ਜ਼ਿਲ੍ਹਾ ਤਰਨਤਾਰਨ ਨੇ ਆਪਣਾ ਨਾਮ ਬਦਲ ਲਿਆ ਹੈ। [377,172,560,192]
notice-item: ▪ ਮੈਂ ਮਨਦੀਪ ਕੌਰ ਪਤਨੀ ਪਰਮਿੰਦਰ ਸਿੰਘ ਵਾਸੀ ਮਕਾਨ ਨੰ: ਐਚ.ਐਨ: 11875/2 ਸੈਕਟਰ ਨੰ: 3-4 ਐਚ.ਏ.ਐਲ ਨਗਰ ਲੁਧਿਆਣਾ ਨੇ ਆਪਣਾ ਨਾਮ ਬਦਲ ਲਿਆ ਹੈ। [10,590,182,621]
notice-item: ▪ ਮੈਂ ਮਨਜੀਤ ਕੌਰ ਪਤਨੀ ਸਵ: ਸ਼ਿੰਗਾਰਾ ਸਿੰਘ ਵਾਸੀ Dherla, ਜ਼ਿਲ੍ਹਾ ਬਠਿੰਡਾ ਨੇ ਆਪਣਾ ਨਾਮ ਬਦਲ ਲਿਆ ਹੈ। [191,389,369,410]
public-notice-title: Public Notice [1213,57,1268,68]
notice-item: ▪ ਮੈਂ ਕਸ਼ਮੀਰ ਸਿੰਘ ਪੁੱਤਰ ਰਾਮ ਸਿੰਘ ਵਾਸੀ ਪਿੰਡ ਸ਼ੰਭੂ ਜ਼ਿਲ੍ਹਾ ਪਟਿਆਲਾ ਨੇ ਆਪਣੇ ਲੜਕੇ ਨੂੰ ਜਾਇਦਾਦ ਤੋਂ ਬੇਦਖ਼ਲ ਕੀਤਾ ਹੈ। [960,322,1148,342]
notice-item: ▪ ਮੈਂ ਬਲਵਿੰਦਰ ਸਿੰਘ Sagwal ਪੁੱਤਰ ਅਜੀਤ ਸਿੰਘ ਵਾਸੀ ਮਕਾਨ ਨੰ: 14, ਪ੍ਰਤਾਪ ਨਗਰ ਨੇ ਆਪਣਾ ਨਾਮ ਬਦਲ ਲਿਆ ਹੈ। [191,366,369,386]
notice-item: ▪ ਮੈਂ ਪਵਨ ਕੁਮਾਰ ਪੁੱਤਰ ਬਿਸ਼ਨ ਦਾਸ ਵਾਸੀ ਮਕਾਨ ਨੰ: 44 ਪੱਟੀ ਮੁਹੱਲਾ ਵਾਰਡ ਨੰ: 12 ਜ਼ਿਲ੍ਹਾ ਸੰਗਰੂਰ ਨੇ ਨਾਮ ਬਦਲ ਲਿਆ ਹੈ। [191,179,369,199]
notice-item: ▪ I, Navraaj Singh S/o Harjot Singh Chahal R/o H.No. 8- A/1 St. No. 12-C/1 Shaheed Karnail Singh Nagar Phase-3 (Ludhiana) Pb, India, have changed my name to Navraaj Singh Chahal. [569,326,756,366]
notice-item: ▪ I Harjinder Kaur W/O Harnek Singh Mann R/O Hno. 39, Block-1 Bhai Randhir Singh Nagar Ludhiana Punjab 141012 have changed my name to Harjinder Kaur Mann. [569,434,756,464]
advert-notice-banner: ਇਸ਼ਤਿਹਾਰ ਸਬੰਧੀ ਜ਼ਰੂਰੀ ਬੇਨਤੀ [1332,542,1502,560]
notice-item: ▪ ਮੈਂ ਪ੍ਰੀਤਮ ਕੌਰ ਪਤਨੀ ਸਵ: ਜੋਗਿੰਦਰ ਸਿੰਘ ਵਾਸੀ ਪਿੰਡ ਰਾਮਪੁਰਾ ਜ਼ਿਲ੍ਹਾ ਬਠਿੰਡਾ ਨੇ ਆਪਣੇ ਪੁੱਤਰ ਨੂੰ ਬੇਦਖ਼ਲ ਕੀਤਾ ਹੈ। [764,420,952,441]
notice-item: ▪ ਮੈਂ ਬਹਾਦਰ ਸਿੰਘ ਪੁੱਤਰ ਕਰਮ ਸਿੰਘ ਵਾਸੀ ਪਿੰਡ ਦੇਵੀਗੜ੍ਹ ਜ਼ਿਲ੍ਹਾ ਪਟਿਆਲਾ ਨੇ ਆਪਣੇ ਪੁੱਤਰ ਅਤੇ ਨੂੰਹ ਨੂੰ ਬੇਦਖ਼ਲ ਕੀਤਾ ਹੈ। [960,298,1148,318]
column-6 [957,54,1153,2363]
public-notice-title-3: Public Notice [1390,260,1444,272]
name-change-banner-2: ਨਾਮ ਬਦਲੀ... [191,54,369,74]
notice-item: ▪ ਮੈਂ ਬਲਕਾਰ ਸਿੰਘ ਪੁੱਤਰ ਸਾਧੂ ਸਿੰਘ ਵਾਸੀ ਪਿੰਡ ਤਲਵੰਡੀ ਸਾਬੋ ਨੇ ਆਪਣੇ ਪੁੱਤਰ ਨੂੰ ਬੇਦਖ਼ਲ ਕੀਤਾ ਹੈ। [1157,429,1324,449]
notice-item: ▪ ਮੈਂ ਬਲਜਿੰਦਰ ਸਿੰਘ ਪੁੱਤਰ ਗੁਰਮੇਲ ਸਿੰਘ ਵਾਸੀ ਮਕਾਨ ਨੰ: ਮ.ਨੰ: 5124 ਮੁਹੱਲਾ ਸ਼ਿਵਪੁਰੀ ਤਹਿ: ਤੇ ਜ਼ਿਲ੍ਹਾ ਲੁਧਿਆਣਾ ਨੇ ਆਪਣਾ ਨਾਮ ਬਲਜਿੰਦਰ ਸਿੰਘ ਰੱਖ ਲਿਆ ਹੈ। [10,478,182,508]
notice-item: ▪ ਮੈਂ ਸਤਨਾਮ ਕੌਰ ਪਤਨੀ ਸਵ: ਜਗੀਰ ਸਿੰਘ ਵਾਸੀ ਪਿੰਡ ਡੇਰਾਬੱਸੀ ਜ਼ਿਲ੍ਹਾ ਮੋਹਾਲੀ ਨੇ ਆਪਣੇ ਲੜਕੇ ਤੇ ਨੂੰਹ ਨੂੰ ਬੇਦਖ਼ਲ ਕੀਤਾ ਹੈ। [960,393,1148,413]
notice-item: ▪ ਮੈਂ ਸਰਬਜੀਤ ਸਿੰਘ ਪੁੱਤਰ ਰਾਜਿੰਦਰ ਸਿੰਘ ਵਾਸੀ ਪਿੰਡ ਤੇ ਡਾਕ: ਸੈਣੀ ਮਾਜਰਾ ਤਹਿ: ਤੇ ਜ਼ਿਲ੍ਹਾ ਨਵਾਂਸ਼ਹਿਰ ਨੇ ਆਪਣਾ ਨਾਮ ਸਰਬਜੀਤ ਸਿੰਘ ਤੋਂ ਸਰਬਜੀਤ ਸਿੰਘ ਸੈਣੀ ਰੱਖ ਲਿਆ ਹੈ। ਸਬੰਧਤ ਨੋਟ ਕਰਨ। [10,151,182,192]
notice-item: ▪ ਮੈਂ ਜਰਨੈਲ ਸਿੰਘ ਪੁੱਤਰ ਮੋਹਣ ਸਿੰਘ ਵਾਸੀ ਪਿੰਡ ਨਾਭਾ ਜ਼ਿਲ੍ਹਾ ਪਟਿਆਲਾ ਨੇ ਆਪਣੇ ਪੁੱਤਰ ਨੂੰ ਚੱਲ-ਅਚੱਲ ਜਾਇਦਾਦ ਤੋਂ ਬੇਦਖ਼ਲ ਕੀਤਾ ਹੈ। [960,240,1148,271]
notice-item: ▪ I, Umesh Kumar Moudgil s/o Devi Dyal R/o House No. 44 Vishal Nagar Pakhowal Road Ludhiana Changed My name Umesh Kumar. [569,120,756,150]
masthead-email: E.mail : rozanapehredar@gmail.com [631,17,876,33]
notice-item: ▪ ਮੈਂ Mahak Singh ਪੁੱਤਰ ਬਲਜੀਤ ਸਿੰਘ ਵਾਸੀ ਮਕਾਨ ਨੰ: Malook Singh ਨੇ ਨਾਮ ਬਦਲ ਲਿਆ ਹੈ। [377,467,560,488]
notice-item: ▪ ਮੈਂ ਅਮਰਜੀਤ ਕੌਰ ਪਤਨੀ ਸੁਖਦੇਵ ਸਿੰਘ ਵਾਸੀ 82, ਗੁਰਦੁਆਰਾ ਰੋਡ, ਮਕਾਨ ਨੇ ਨਾਮ ਬਦਲ ਲਿਆ ਹੈ। [377,491,560,512]
notice-item: ▪ I, Janak Bala W/O Janak Raj R/O Vill: Barsal Teh: Nawanshahr, Distt Sbs Nagar, Pin Code 144513 Punjab, Have Changed My Name To Janak Rani. [569,670,756,700]
newspaper-logo [1309,5,1506,46]
name-change-banner-4: ਨਾਮ ਬਦਲੀ... [569,54,756,74]
notice-item: ▪ ਮੈਂ Karm Singh ਪੁੱਤਰ ਮਹਿੰਦਰ ਸਿੰਘ ਵਾਸੀ ਪਿੰਡ ਨੂਰਪੁਰ ਜ਼ਿਲ੍ਹਾ ਕਪੂਰਥਲਾ ਨੇ ਆਪਣਾ ਨਾਮ Karam Singh Karday ਰੱਖ ਲਿਆ ਹੈ। [10,332,182,363]
vehicle-transfer-signature: Registering Authority MV Kharar, SAS Nagar (Mohali) [1172,342,1324,351]
notice-item: ▪ ਮੈਂ Kaawaljit Kaur ਪਤਨੀ ਅਮਰਜੀਤ ਸਿੰਘ ਵਾਸੀ ਮਕਾਨ ਨੰ: 147104 ਹੋਸ਼ਿਆਰਪੁਰ ਨੇ ਆਪਣਾ ਨਾਮ ਬਦਲ ਲਿਆ ਹੈ। [377,419,560,440]
notice-item: ▪ ਮੈਂ ਜਤਿੰਦਰਜੀਤ ਪੁੱਤਰ ਸਰਬਜੀਤ ਸਿੰਘ ਵਾਸੀ 129, ਇੰਦਰੀ ਕਲੋਨੀ, Sultan ਪਿੰਡ ਨੇ ਆਪਣਾ ਨਾਮ ਬਦਲ ਲਿਆ ਹੈ। [191,261,369,281]
notice-item: ▪ ਮੈਂ ਸੁਖਵਿੰਦਰ ਸਿੰਘ ਪੁੱਤਰ ਜਸਵੰਤ ਸਿੰਘ ਵਾਸੀ ਪਿੰਡ ਧੂਰਕੋਟ ਤਹਿ: ਤੇ ਜ਼ਿਲ੍ਹਾ ਮੋਗਾ ਨੇ ਆਪਣਾ ਨਾਮ ਬਦਲ ਲਿਆ ਹੈ। [10,692,182,723]
notice-item: ▪ ਮੈਂ ਅਮਨਦੀਪ ਸਿੰਘ ਪੁੱਤਰ ਸਾਧੂ ਸਿੰਘ ਵਾਸੀ ਪਿੰਡ ਸੰਧੂਆਣਾ ਤਹਿ: ਨਕੋਦਰ ਜ਼ਿਲ੍ਹਾ ਜਲੰਧਰ ਨੇ ਆਪਣਾ ਨਾਮ ਬਦਲ ਲਿਆ ਹੈ। [10,298,182,329]
notice-item: ▪ ਮੈਂ ਜਸਵੀਰ ਕੌਰ ਪਤਨੀ ਸਵ: ਮੇਜਰ ਸਿੰਘ ਵਾਸੀ ਪਿੰਡ ਬੜਵਾ ਤਹਿ: ਧੂਰੀ ਜ਼ਿਲ੍ਹਾ ਸੰਗਰੂਰ ਨੇ ਆਪਣੇ ਲੜਕੇ ਨੂੰ ਬੇਦਖ਼ਲ ਕੀਤਾ ਹੈ। [960,111,1148,132]
notice-item: ▪ ਮੈਂ ਪਰਮਜੀਤ ਕੌਰ ਪਤਨੀ ਸੁਰਜੀਤ ਸਿੰਘ ਵਾਸੀ ਮਕਾਨ ਨੰ: 345, ਸੈਕਟਰ 45-ਬੀ, ਚੰਡੀਗੜ੍ਹ ਨੇ ਆਪਣਾ ਨਾਮ ਬਦਲ ਕੇ ਪਰਮਜੀਤ ਕੌਰ ਰੱਖ ਲਿਆ ਹੈ। [191,77,369,108]
notice-item: ▪ ਮੈਂ ਬਸ਼ੀਰਾਂ (Bashiran) ਪਤਨੀ ਖਿਜ਼ਰਦੀਨ ਵਾਸੀ ਪਿੰਡ ਹੁਸ਼ਿਆਰਪੁਰ ਨੇ ਆਪਣਾ ਨਾਮ Bashiran ਤੋਂ ਬਸ਼ੀਰਾਂ ਰੱਖ ਲਿਆ ਹੈ। [10,512,182,543]
page-number: 2 [6,9,36,41]
notice-item: ▪ ਮੈਂ ਬੱਗਾ ਸੋਢੀ ਪੁੱਤਰ ਸਾਬ, ਹਾਲਸ ਸਿੰਘ ਵਾਸੀ ਪਿੰਡ ਕੋਟ ਬਾਦਲ ਖਾਂ ਤਹਿ: ਫਗਵਾੜਾ ਜ਼ਿਲ੍ਹਾ ਕਪੂਰਥਲਾ ਨੇ ਆਪਣਾ ਨਾਮ ਬਦਲ ਕੇ ਰੱਖ ਲਿਆ ਹੈ। [10,366,182,396]
column-3 [373,54,565,2363]
notice-item: ▪ ਮੈਂ ਮਲਕੀਤ ਸਿੰਘ ਪੁੱਤਰ ਗੁਰਬਚਨ ਸਿੰਘ ਵਾਸੀ ਪਿੰਡ ਕੁਰਾਲੀ ਜ਼ਿਲ੍ਹਾ ਮੋਹਾਲੀ ਨੇ ਆਪਣੇ ਪੁੱਤਰ ਨੂੰ ਜਾਇਦਾਦ ਤੋਂ ਬੇਦਖ਼ਲ ਕੀਤਾ ਹੈ। [960,416,1148,437]
notice-item: ▪ ਮੈਂ ਦਿਲਬਾਗ ਸਿੰਘ ਪੁੱਤਰ ਗੁਰਦੇਵ ਸਿੰਘ ਵਾਸੀ ਮਕਾਨ ਨੰ: 5, ਵਾਰਡ ਨੰ: 8, ਨੇੜੇ ਗੁਰਦੁਆਰਾ ਸਾਹਿਬ ਨੇ ਆਪਣੇ ਪੁੱਤਰ ਅਤੇ ਨੂੰਹ ਨੂੰ ਆਪਣੀ ਚੱਲ-ਅਚੱਲ ਜਾਇਦਾਦ ਤੋਂ ਬੇਦਖ਼ਲ ਕੀਤਾ ਹੈ। ਉਹਨਾਂ ਨਾਲ ਲੈਣ-ਦੇਣ ਕਰਨ ਵਾਲਾ ਖ਼ੁਦ ਜ਼ਿੰਮੇਵਾਰ ਹੋਵੇਗਾ। [1157,374,1324,426]
name-change-banner-3: ਨਾਮ ਬਦਲੀ... [377,54,560,74]
notice-item: ▪ I, ਅਮਨ ਕੁਮਾਰ S/O Surinder Kumar R/O Hno. 71182, Street No. 3, near Karamveer Hospital Gurdaspuri Haibowal Kalan Ludhiana Punjab India (141001) have changed my name from Arun Kumar Arora to Arun Kumar. [569,467,756,506]
